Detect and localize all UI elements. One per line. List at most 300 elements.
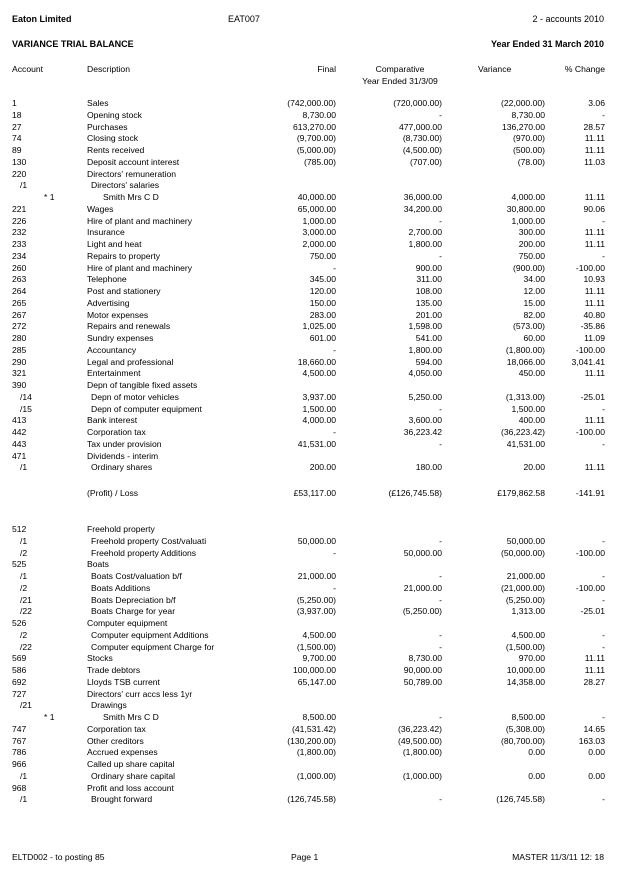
pct-change-cell: 11.11 [584, 133, 605, 144]
comparative-value-cell: - [439, 641, 442, 652]
table-row [0, 121, 618, 133]
account-cell: 285 [12, 344, 27, 355]
account-cell: 27 [12, 121, 22, 132]
pct-change-cell: 11.11 [584, 192, 605, 202]
final-value-cell: 40,000.00 [297, 192, 336, 202]
account-cell: /21 [20, 594, 32, 605]
table-row [0, 652, 618, 664]
description-cell: Sundry expenses [87, 333, 154, 343]
pct-change-cell: - [602, 594, 605, 605]
pct-change-cell: 11.11 [584, 239, 605, 249]
table-row [0, 770, 618, 782]
pct-change-cell: -100.00 [575, 547, 605, 558]
variance-value-cell: 8,730.00 [511, 109, 545, 120]
description-cell: Computer equipment Charge for [91, 641, 215, 652]
comparative-value-cell: 50,000.00 [403, 547, 442, 558]
account-cell: 747 [12, 723, 27, 734]
comparative-value-cell: 34,200.00 [403, 203, 442, 214]
pct-change-cell: 11.09 [584, 333, 605, 343]
final-value-cell: £53,117.00 [293, 488, 336, 498]
comparative-value-cell: 108.00 [415, 286, 442, 296]
table-row [0, 250, 618, 262]
variance-value-cell: (36,223.42) [501, 427, 545, 437]
variance-value-cell: 34.00 [523, 274, 545, 285]
account-cell: 290 [12, 356, 27, 367]
comparative-value-cell: (£126,745.58) [388, 488, 442, 498]
description-cell: Lloyds TSB current [87, 676, 160, 687]
report-title: VARIANCE TRIAL BALANCE [12, 39, 134, 49]
description-cell: Smith Mrs C D [103, 712, 159, 722]
table-row [0, 676, 618, 688]
account-cell: 264 [12, 286, 27, 296]
account-cell: 233 [12, 239, 27, 249]
final-value-cell: (1,000.00) [296, 770, 336, 781]
footer-posting-ref: ELTD002 - to posting 85 [12, 852, 105, 862]
account-cell: 471 [12, 450, 27, 461]
account-cell: /1 [20, 770, 28, 781]
description-cell: (Profit) / Loss [87, 488, 139, 498]
pct-change-cell: - [602, 250, 605, 261]
final-value-cell: (1,800.00) [296, 747, 336, 758]
table-row [0, 97, 618, 109]
variance-value-cell: 136,270.00 [501, 121, 545, 132]
table-row [0, 711, 618, 723]
description-cell: Boats Charge for year [91, 606, 176, 617]
final-value-cell: 750.00 [309, 250, 336, 261]
account-cell: 442 [12, 427, 27, 437]
variance-value-cell: 14,358.00 [506, 676, 545, 687]
pct-change-cell: -100.00 [575, 344, 605, 355]
pct-change-cell: - [602, 535, 605, 546]
description-cell: Corporation tax [87, 723, 146, 734]
account-cell: * 1 [44, 192, 55, 202]
account-cell: 234 [12, 250, 27, 261]
variance-value-cell: 10,000.00 [506, 665, 545, 675]
account-cell: 526 [12, 618, 27, 628]
variance-value-cell: (1,500.00) [505, 641, 545, 652]
table-row [0, 226, 618, 238]
final-value-cell: (130,200.00) [287, 735, 336, 746]
variance-value-cell: (970.00) [512, 133, 545, 144]
table-row [0, 144, 618, 156]
pct-change-cell: 11.11 [584, 653, 605, 664]
comparative-value-cell: 1,800.00 [408, 239, 442, 249]
pct-change-cell: - [602, 641, 605, 652]
variance-value-cell: (80,700.00) [501, 735, 545, 746]
comparative-value-cell: (707.00) [409, 156, 442, 167]
description-cell: Hire of plant and machinery [87, 262, 193, 273]
report-period: Year Ended 31 March 2010 [490, 39, 604, 49]
pct-change-cell: 11.11 [584, 286, 605, 296]
table-row [0, 309, 618, 321]
table-row [0, 605, 618, 617]
final-value-cell: - [333, 582, 336, 593]
comparative-value-cell: 4,050.00 [408, 368, 442, 379]
description-cell: Boats [87, 559, 109, 570]
pct-change-cell: -25.01 [580, 391, 605, 402]
variance-value-cell: 60.00 [523, 333, 545, 343]
account-cell: 321 [12, 368, 27, 379]
table-row [0, 344, 618, 356]
description-cell: Drawings [91, 700, 127, 711]
comparative-value-cell: - [439, 403, 442, 414]
table-row [0, 688, 618, 700]
account-cell: 1 [12, 98, 17, 108]
account-cell: /1 [20, 462, 28, 473]
final-value-cell: 8,500.00 [302, 712, 336, 722]
comparative-value-cell: (5,250.00) [402, 606, 442, 617]
comparative-value-cell: 900.00 [415, 262, 442, 273]
description-cell: Dividends - interim [87, 450, 159, 461]
table-row [0, 723, 618, 735]
pct-change-cell: - [602, 629, 605, 640]
table-row [0, 320, 618, 332]
table-row [0, 132, 618, 144]
description-cell: Advertising [87, 297, 130, 308]
comparative-value-cell: 2,700.00 [408, 227, 442, 238]
table-row [0, 297, 618, 309]
final-value-cell: 4,000.00 [302, 415, 336, 426]
table-row [0, 793, 618, 805]
comparative-value-cell: 477,000.00 [398, 121, 442, 132]
account-cell: /22 [20, 606, 32, 617]
description-cell: Profit and loss account [87, 782, 174, 793]
final-value-cell: 100,000.00 [292, 665, 336, 675]
final-value-cell: 9,700.00 [302, 653, 336, 664]
variance-value-cell: 4,500.00 [511, 629, 545, 640]
final-value-cell: (3,937.00) [296, 606, 336, 617]
variance-value-cell: 30,800.00 [506, 203, 545, 214]
variance-value-cell: 41,531.00 [506, 438, 545, 449]
account-cell: /1 [20, 571, 28, 581]
variance-value-cell: 0.00 [528, 770, 545, 781]
comparative-value-cell: - [439, 594, 442, 605]
account-cell: /14 [20, 391, 32, 402]
final-value-cell: 3,000.00 [302, 227, 336, 238]
comparative-value-cell: 3,600.00 [408, 415, 442, 426]
company-code: EAT007 [228, 14, 260, 24]
final-value-cell: (126,745.58) [287, 794, 336, 805]
table-row [0, 332, 618, 344]
comparative-value-cell: (720,000.00) [393, 98, 442, 108]
pct-change-cell: - [602, 794, 605, 805]
account-cell: 280 [12, 333, 27, 343]
footer-master-timestamp: MASTER 11/3/11 12: 18 [512, 852, 604, 862]
account-cell: 512 [12, 524, 27, 534]
pct-change-cell: 14.65 [583, 723, 605, 734]
description-cell: Tax under provision [87, 438, 162, 449]
table-row [0, 285, 618, 297]
description-cell: Computer equipment [87, 618, 168, 628]
variance-value-cell: 0.00 [528, 747, 545, 758]
pct-change-cell: 11.11 [584, 665, 605, 675]
account-cell: 74 [12, 133, 22, 144]
table-row [0, 191, 618, 203]
description-cell: Trade debtors [87, 665, 141, 675]
pct-change-cell: 11.11 [584, 227, 605, 238]
table-row [0, 535, 618, 547]
description-cell: Brought forward [91, 794, 153, 805]
comparative-value-cell: (1,000.00) [402, 770, 442, 781]
account-cell: 569 [12, 653, 27, 664]
final-value-cell: (41,531.42) [292, 723, 336, 734]
description-cell: Depn of motor vehicles [91, 391, 179, 402]
pct-change-cell: 28.57 [583, 121, 605, 132]
variance-value-cell: 4,000.00 [511, 192, 545, 202]
final-value-cell: 18,660.00 [297, 356, 336, 367]
pct-change-cell: 11.11 [584, 415, 605, 426]
description-cell: Other creditors [87, 735, 144, 746]
final-value-cell: 4,500.00 [302, 368, 336, 379]
description-cell: Boats Depreciation b/f [91, 594, 176, 605]
description-cell: Boats Additions [91, 582, 151, 593]
description-cell: Deposit account interest [87, 156, 180, 167]
pct-change-cell: -100.00 [575, 582, 605, 593]
table-row [0, 664, 618, 676]
table-row [0, 461, 618, 473]
table-row [0, 594, 618, 606]
table-row [0, 273, 618, 285]
variance-value-cell: £179,862.58 [497, 488, 545, 498]
description-cell: Telephone [87, 274, 127, 285]
pct-change-cell: 0.00 [588, 747, 605, 758]
table-row [0, 238, 618, 250]
account-cell: 221 [12, 203, 27, 214]
variance-value-cell: (900.00) [512, 262, 545, 273]
final-value-cell: (742,000.00) [287, 98, 336, 108]
pct-change-cell: -35.86 [580, 321, 605, 332]
table-row [0, 109, 618, 121]
variance-value-cell: 50,000.00 [506, 535, 545, 546]
column-header-description: Description [87, 64, 130, 74]
comparative-value-cell: 311.00 [416, 274, 442, 285]
variance-value-cell: (5,308.00) [505, 723, 545, 734]
pct-change-cell: 11.11 [584, 462, 605, 473]
account-cell: * 1 [44, 712, 55, 722]
table-row [0, 450, 618, 462]
pct-change-cell: -100.00 [575, 427, 605, 437]
variance-value-cell: 8,500.00 [511, 712, 545, 722]
description-cell: Boats Cost/valuation b/f [91, 571, 182, 581]
table-row [0, 582, 618, 594]
description-cell: Insurance [87, 227, 125, 238]
comparative-value-cell: 201.00 [415, 309, 442, 320]
account-cell: 226 [12, 215, 27, 226]
description-cell: Depn of computer equipment [91, 403, 202, 414]
table-row [0, 367, 618, 379]
page-reference: 2 - accounts 2010 [532, 14, 604, 24]
final-value-cell: 1,500.00 [302, 403, 336, 414]
pct-change-cell: 3.06 [588, 98, 605, 108]
table-row [0, 168, 618, 180]
account-cell: 267 [12, 309, 27, 320]
comparative-value-cell: 36,223.42 [403, 427, 442, 437]
comparative-value-cell: 135.00 [415, 297, 442, 308]
comparative-value-cell: 90,000.00 [403, 665, 442, 675]
comparative-value-cell: - [439, 215, 442, 226]
account-cell: /15 [20, 403, 32, 414]
description-cell: Closing stock [87, 133, 139, 144]
description-cell: Ordinary shares [91, 462, 153, 473]
final-value-cell: 41,531.00 [297, 438, 336, 449]
table-row [0, 403, 618, 415]
account-cell: 727 [12, 688, 27, 699]
variance-value-cell: (126,745.58) [496, 794, 545, 805]
description-cell: Smith Mrs C D [103, 192, 159, 202]
final-value-cell: 21,000.00 [297, 571, 336, 581]
account-cell: 443 [12, 438, 27, 449]
final-value-cell: (9,700.00) [296, 133, 336, 144]
account-cell: 265 [12, 297, 27, 308]
account-cell: 692 [12, 676, 27, 687]
table-row [0, 758, 618, 770]
pct-change-cell: 10.93 [583, 274, 605, 285]
column-header-pct-change: % Change [564, 64, 605, 74]
final-value-cell: 4,500.00 [302, 629, 336, 640]
account-cell: 260 [12, 262, 27, 273]
variance-value-cell: (78.00) [517, 156, 545, 167]
pct-change-cell: -100.00 [575, 262, 605, 273]
table-row [0, 379, 618, 391]
variance-value-cell: (1,313.00) [505, 391, 545, 402]
description-cell: Post and stationery [87, 286, 161, 296]
variance-value-cell: (21,000.00) [501, 582, 545, 593]
variance-value-cell: (5,250.00) [505, 594, 545, 605]
description-cell: Purchases [87, 121, 128, 132]
variance-value-cell: 82.00 [523, 309, 545, 320]
pct-change-cell: 0.00 [588, 770, 605, 781]
variance-value-cell: 21,000.00 [506, 571, 545, 581]
description-cell: Corporation tax [87, 427, 146, 437]
variance-value-cell: 1,500.00 [511, 403, 545, 414]
description-cell: Opening stock [87, 109, 142, 120]
comparative-value-cell: 8,730.00 [408, 653, 442, 664]
final-value-cell: - [333, 427, 336, 437]
pct-change-cell: 90.06 [583, 203, 605, 214]
comparative-value-cell: (36,223.42) [398, 723, 442, 734]
description-cell: Computer equipment Additions [91, 629, 209, 640]
final-value-cell: 50,000.00 [297, 535, 336, 546]
description-cell: Light and heat [87, 239, 142, 249]
table-row [0, 414, 618, 426]
account-cell: /1 [20, 180, 28, 191]
table-row [0, 547, 618, 559]
description-cell: Bank interest [87, 415, 138, 426]
table-row [0, 438, 618, 450]
table-row [0, 356, 618, 368]
pct-change-cell: 11.11 [584, 368, 605, 379]
description-cell: Entertainment [87, 368, 141, 379]
variance-value-cell: 20.00 [523, 462, 545, 473]
table-row [0, 746, 618, 758]
comparative-value-cell: - [439, 250, 442, 261]
final-value-cell: 601.00 [309, 333, 336, 343]
comparative-value-cell: - [439, 571, 442, 581]
description-cell: Wages [87, 203, 114, 214]
final-value-cell: 150.00 [309, 297, 336, 308]
table-row [0, 215, 618, 227]
description-cell: Legal and professional [87, 356, 174, 367]
description-cell: Ordinary share capital [91, 770, 176, 781]
comparative-value-cell: 541.00 [415, 333, 442, 343]
account-cell: 390 [12, 380, 27, 390]
variance-value-cell: 300.00 [518, 227, 545, 238]
comparative-value-cell: - [439, 535, 442, 546]
final-value-cell: (5,000.00) [296, 145, 336, 155]
account-cell: /2 [20, 629, 28, 640]
description-cell: Hire of plant and machinery [87, 215, 193, 226]
account-cell: 18 [12, 109, 22, 120]
variance-value-cell: 450.00 [518, 368, 545, 379]
description-cell: Called up share capital [87, 759, 175, 769]
account-cell: /1 [20, 794, 28, 805]
pct-change-cell: 28.27 [583, 676, 605, 687]
variance-value-cell: 15.00 [523, 297, 545, 308]
comparative-value-cell: - [439, 438, 442, 449]
table-row [0, 735, 618, 747]
comparative-value-cell: (8,730.00) [402, 133, 442, 144]
account-cell: 968 [12, 782, 27, 793]
pct-change-cell: - [602, 712, 605, 722]
account-cell: /21 [20, 700, 32, 711]
pct-change-cell: 40.80 [583, 309, 605, 320]
variance-value-cell: 12.00 [523, 286, 545, 296]
comparative-value-cell: 36,000.00 [403, 192, 442, 202]
comparative-value-cell: (49,500.00) [398, 735, 442, 746]
final-value-cell: 345.00 [309, 274, 336, 285]
description-cell: Sales [87, 98, 109, 108]
variance-value-cell: 400.00 [518, 415, 545, 426]
table-row [0, 782, 618, 794]
description-cell: Depn of tangible fixed assets [87, 380, 198, 390]
variance-value-cell: 750.00 [518, 250, 545, 261]
account-cell: 263 [12, 274, 27, 285]
final-value-cell: 3,937.00 [302, 391, 336, 402]
pct-change-cell: 11.03 [584, 156, 605, 167]
final-value-cell: (5,250.00) [296, 594, 336, 605]
pct-change-cell: 163.03 [578, 735, 605, 746]
account-cell: 413 [12, 415, 27, 426]
description-cell: Freehold property Cost/valuati [91, 535, 207, 546]
account-cell: /2 [20, 582, 28, 593]
description-cell: Repairs and renewals [87, 321, 171, 332]
pct-change-cell: -141.91 [575, 488, 605, 498]
column-header-comparative-line1: Comparative [375, 64, 425, 74]
variance-value-cell: (573.00) [512, 321, 545, 332]
variance-value-cell: 200.00 [518, 239, 545, 249]
comparative-value-cell: 1,800.00 [408, 344, 442, 355]
comparative-value-cell: 50,789.00 [403, 676, 442, 687]
final-value-cell: 1,025.00 [302, 321, 336, 332]
description-cell: Directors' curr accs less 1yr [87, 688, 193, 699]
comparative-value-cell: 594.00 [415, 356, 442, 367]
pct-change-cell: - [602, 215, 605, 226]
table-row [0, 156, 618, 168]
table-row [0, 179, 618, 191]
account-cell: 786 [12, 747, 27, 758]
description-cell: Freehold property Additions [91, 547, 197, 558]
description-cell: Accrued expenses [87, 747, 158, 758]
description-cell: Repairs to property [87, 250, 161, 261]
final-value-cell: 120.00 [309, 286, 336, 296]
final-value-cell: (1,500.00) [296, 641, 336, 652]
variance-value-cell: 18,066.00 [506, 356, 545, 367]
comparative-value-cell: - [439, 109, 442, 120]
variance-value-cell: (22,000.00) [501, 98, 545, 108]
pct-change-cell: - [602, 403, 605, 414]
pct-change-cell: 3,041.41 [571, 356, 605, 367]
account-cell: 130 [12, 156, 27, 167]
